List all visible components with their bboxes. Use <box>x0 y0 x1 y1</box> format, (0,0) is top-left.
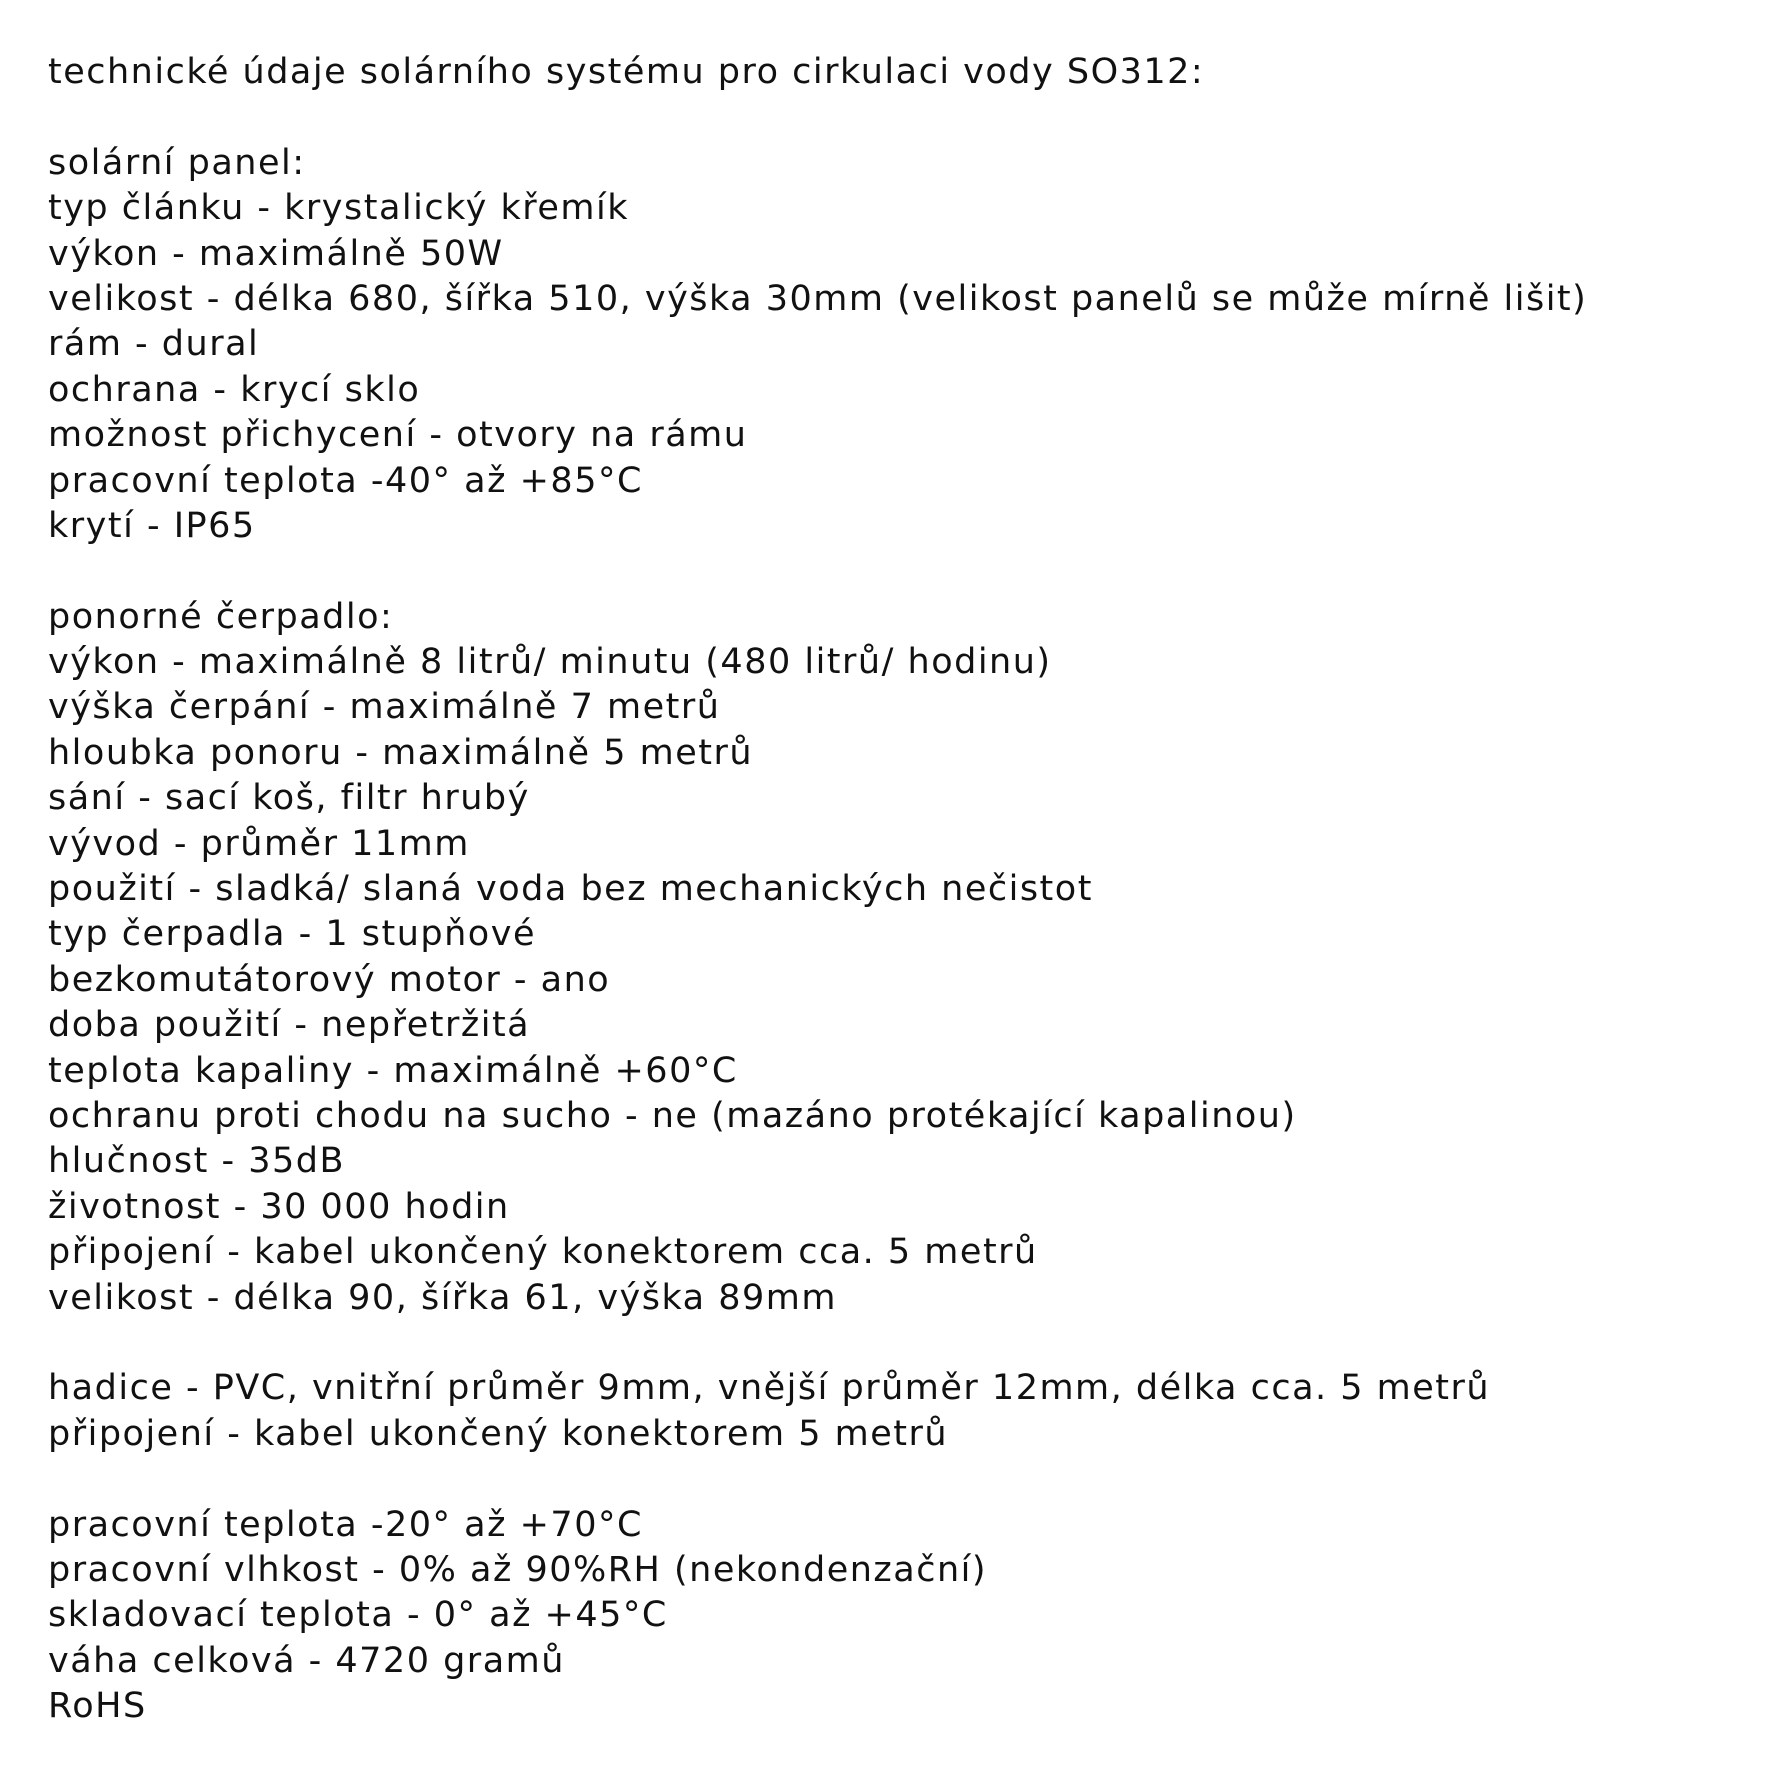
spec-line: rám - dural <box>48 324 260 365</box>
blank-line <box>48 1321 1738 1366</box>
document-title: technické údaje solárního systému pro cirkulaci vody SO312: <box>48 52 1205 92</box>
section-heading: solární panel: <box>48 142 306 183</box>
blank-line <box>48 549 1738 594</box>
section-hose <box>48 1366 1738 1457</box>
spec-line: typ článku - krystalický křemík <box>48 188 629 229</box>
section-heading: ponorné čerpadlo: <box>48 596 394 637</box>
spec-line: velikost - délka 680, šířka 510, výška 30mm (velikost panelů se může mírně lišit) <box>48 278 1588 319</box>
spec-line: připojení - kabel ukončený konektorem cca. 5 metrů <box>48 1232 1038 1273</box>
spec-line: velikost - délka 90, šířka 61, výška 89mm <box>48 1277 837 1318</box>
spec-line: výkon - maximálně 8 litrů/ minutu (480 litrů/ hodinu) <box>48 642 1052 683</box>
spec-line: pracovní teplota -40° až +85°C <box>48 460 643 501</box>
spec-line: skladovací teplota - 0° až +45°C <box>48 1595 668 1636</box>
spec-line: sání - sací koš, filtr hrubý <box>48 778 530 819</box>
spec-line: výška čerpání - maximálně 7 metrů <box>48 687 721 728</box>
spec-line: hlučnost - 35dB <box>48 1141 346 1182</box>
spec-line: vývod - průměr 11mm <box>48 823 470 864</box>
spec-line: ochranu proti chodu na sucho - ne (mazáno protékající kapalinou) <box>48 1095 1297 1136</box>
spec-line: teplota kapaliny - maximálně +60°C <box>48 1050 738 1091</box>
section-general <box>48 1503 1738 1730</box>
spec-line: možnost přichycení - otvory na rámu <box>48 415 748 456</box>
spec-line: krytí - IP65 <box>48 505 256 546</box>
spec-line: životnost - 30 000 hodin <box>48 1186 510 1227</box>
spec-line: pracovní teplota -20° až +70°C <box>48 1504 643 1545</box>
section-solar-panel <box>48 141 1738 550</box>
spec-line: ochrana - krycí sklo <box>48 369 421 410</box>
section-pump <box>48 595 1738 1321</box>
spec-line: RoHS <box>48 1686 147 1727</box>
spec-line: připojení - kabel ukončený konektorem 5 metrů <box>48 1413 949 1454</box>
spec-line: bezkomutátorový motor - ano <box>48 959 611 1000</box>
spec-document <box>48 50 1738 1729</box>
spec-line: doba použití - nepřetržitá <box>48 1005 531 1046</box>
spec-line: výkon - maximálně 50W <box>48 233 504 274</box>
blank-line <box>48 95 1738 140</box>
blank-line <box>48 1457 1738 1502</box>
spec-line: hadice - PVC, vnitřní průměr 9mm, vnější průměr 12mm, délka cca. 5 metrů <box>48 1368 1491 1409</box>
spec-line: hloubka ponoru - maximálně 5 metrů <box>48 732 754 773</box>
spec-line: pracovní vlhkost - 0% až 90%RH (nekondenzační) <box>48 1549 988 1590</box>
spec-line: váha celková - 4720 gramů <box>48 1640 565 1681</box>
spec-line: použití - sladká/ slaná voda bez mechanických nečistot <box>48 869 1093 910</box>
spec-line: typ čerpadla - 1 stupňové <box>48 914 536 955</box>
